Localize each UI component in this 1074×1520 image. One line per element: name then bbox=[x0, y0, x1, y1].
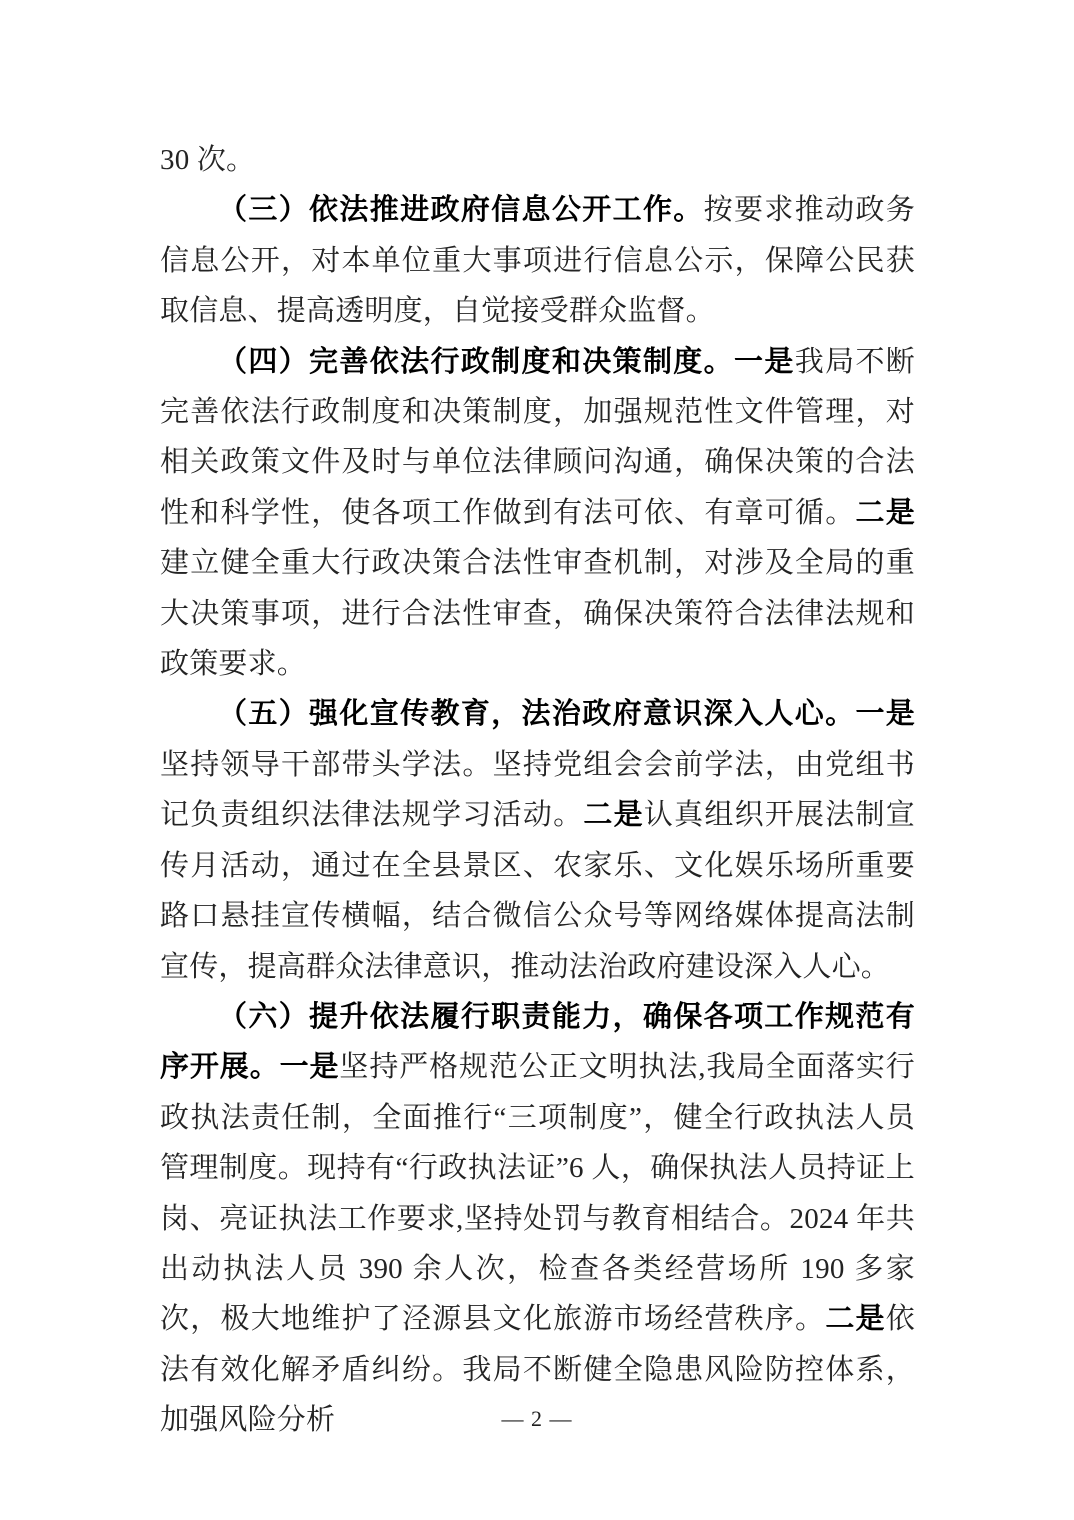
body-text: 认真组织开展法制宣传月活动，通过在全县景区、农家乐、文化娱乐场所重要路口悬挂宣传横幅，结合微信公众号等网络媒体提高法制宣传，提高群众法律意识，推动法治政府建设深入人心。 bbox=[160, 799, 915, 983]
body-text: 30 次。 bbox=[160, 144, 256, 176]
paragraph-section-6 bbox=[160, 992, 915, 1446]
emphasis-marker: 一是 bbox=[279, 1051, 340, 1084]
section-heading: （六）提升依法履行职责能力，确保各项工作规范有序开展。 bbox=[160, 1000, 915, 1084]
document-body bbox=[160, 135, 915, 1446]
paragraph-section-4 bbox=[160, 337, 915, 690]
body-text: 按要求推动政务信息公开，对本单位重大事项进行信息公示，保障公民获取信息、提高透明度，自觉接受群众监督。 bbox=[160, 194, 915, 328]
page-number: — 2 — bbox=[501, 1406, 573, 1431]
paragraph-section-3 bbox=[160, 185, 915, 336]
section-heading: （五）强化宣传教育，法治政府意识深入人心。 bbox=[218, 698, 856, 731]
body-text: 坚持严格规范公正文明执法,我局全面落实行政执法责任制，全面推行“三项制度”，健全行政执法人员管理制度。现持有“行政执法证”6 人，确保执法人员持证上岗、亮证执法工作要求,坚持处罚与教育相结合。2024 年共出动执法人员 390 余人次，检查各类经营场所 190 多家次，极大地维护了泾源县文化旅游市场经营秩序。 bbox=[160, 1051, 915, 1336]
paragraph-section-5 bbox=[160, 689, 915, 991]
page-footer bbox=[0, 1406, 1074, 1432]
emphasis-marker: 一是 bbox=[855, 698, 915, 731]
emphasis-marker: 一是 bbox=[734, 345, 795, 378]
emphasis-marker: 二是 bbox=[825, 1303, 886, 1336]
paragraph-continuation bbox=[160, 135, 915, 185]
section-heading: （四）完善依法行政制度和决策制度。 bbox=[218, 345, 735, 378]
body-text: 我局不断完善依法行政制度和决策制度，加强规范性文件管理，对相关政策文件及时与单位法律顾问沟通，确保决策的合法性和科学性，使各项工作做到有法可依、有章可循。 bbox=[160, 345, 915, 529]
body-text: 建立健全重大行政决策合法性审查机制，对涉及全局的重大决策事项，进行合法性审查，确保决策符合法律法规和政策要求。 bbox=[160, 547, 915, 681]
section-heading: （三）依法推进政府信息公开工作。 bbox=[218, 194, 704, 227]
body-text: 坚持领导干部带头学法。坚持党组会会前学法，由党组书记负责组织法律法规学习活动。 bbox=[160, 748, 915, 832]
emphasis-marker: 二是 bbox=[583, 799, 644, 832]
body-text: 依法有效化解矛盾纠纷。我局不断健全隐患风险防控体系，加强风险分析 bbox=[160, 1303, 915, 1437]
emphasis-marker: 二是 bbox=[855, 496, 915, 529]
